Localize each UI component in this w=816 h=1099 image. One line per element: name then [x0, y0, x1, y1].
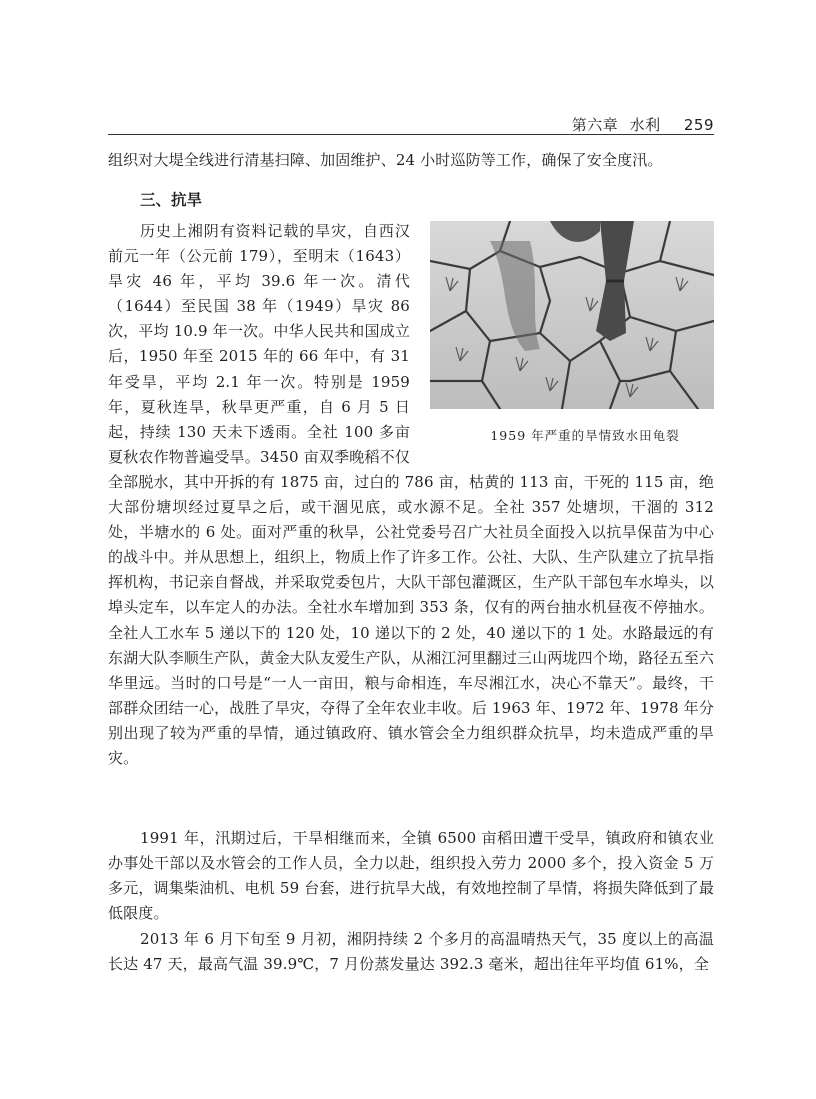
section-heading: 三、抗旱	[140, 191, 203, 209]
cracked-field-icon	[430, 221, 714, 409]
figure	[424, 221, 714, 449]
header-title: 水利	[629, 116, 661, 134]
drought-2013-paragraph: 2013 年 6 月下旬至 9 月初，湘阴持续 2 个多月的高温晴热天气，35 度以上的高温长达 47 天，最高气温 39.9℃，7 月份蒸发量达 392.3 毫米，超出往年平均值 61%，全	[108, 930, 714, 974]
drought-1991-paragraph: 1991 年，汛期过后，干旱相继而来，全镇 6500 亩稻田遭干受旱，镇政府和镇农业办事处干部以及水管会的工作人员，全力以赴，组织投入劳力 2000 多个，投入资金 5 万多元，调集柴油机、电机 59 台套，进行抗旱大战，有效地控制了旱情，将损失降低到了最低限度。	[108, 829, 714, 923]
cracked-field-photo	[430, 221, 714, 409]
intro-paragraph: 组织对大堤全线进行清基扫障、加固维护、24 小时巡防等工作，确保了安全度汛。	[108, 151, 663, 169]
running-header	[108, 114, 714, 134]
figure-caption: 1959 年严重的旱情致水田龟裂	[490, 428, 680, 443]
header-chapter: 第六章	[571, 116, 619, 134]
paragraph-text: 历史上湘阴有资料记载的旱灾，自西汉前元一年（公元前 179），至明末（1643）旱灾 46 年，平均 39.6 年一次。清代（1644）至民国 38 年（1949）旱灾 86 次，平均 10.9 年一次。中华人民共和国成立后，1950 年至 2015 年的 66 年中，有 31 年受旱，平均 2.1 年一次。特别是 1959 年，夏秋连旱，秋旱更严重，自 6 月 5 日起，持续 130 天未下透雨。全社 100 多亩夏秋农作物普遍受旱。3450 亩双季晚稻不仅全部脱水，其中开拆的有 1875 亩，过白的 786 亩，枯黄的 113 亩，干死的 115 亩，绝大部份塘坝经过夏旱之后，或干涸见底，或水源不足。全社 357 处塘坝，干涸的 312 处，半塘水的 6 处。面对严重的秋旱，公社党委号召广大社员全面投入以抗旱保苗为中心的战斗中。并从思想上，组织上，物质上作了许多工作。公社、大队、生产队建立了抗旱指挥机构，书记亲自督战，并采取党委包片，大队干部包灌溉区，生产队干部包车水埠头，以埠头定车，以车定人的办法。全社水车增加到 353 条，仅有的两台抽水机昼夜不停抽水。全社人工水车 5 递以下的 120 处，10 递以下的 2 处，40 递以下的 1 处。水路最远的有东湖大队李顺生产队，黄金大队友爱生产队，从湘江河里翻过三山两垅四个坳，路径五至六华里远。当时的口号是“一人一亩田，粮与命相连，车尽湘江水，决心不靠天”。最终，干部群众团结一心，战胜了旱灾，夺得了全年农业丰收。后 1963 年、1972 年、1978 年分别出现了较为严重的旱情，通过镇政府、镇水管会全力组织群众抗旱，均未造成严重的旱灾。	[108, 222, 715, 767]
page-number: 259	[683, 116, 714, 134]
drought-history-paragraph	[108, 219, 714, 771]
header-rule	[108, 134, 714, 135]
